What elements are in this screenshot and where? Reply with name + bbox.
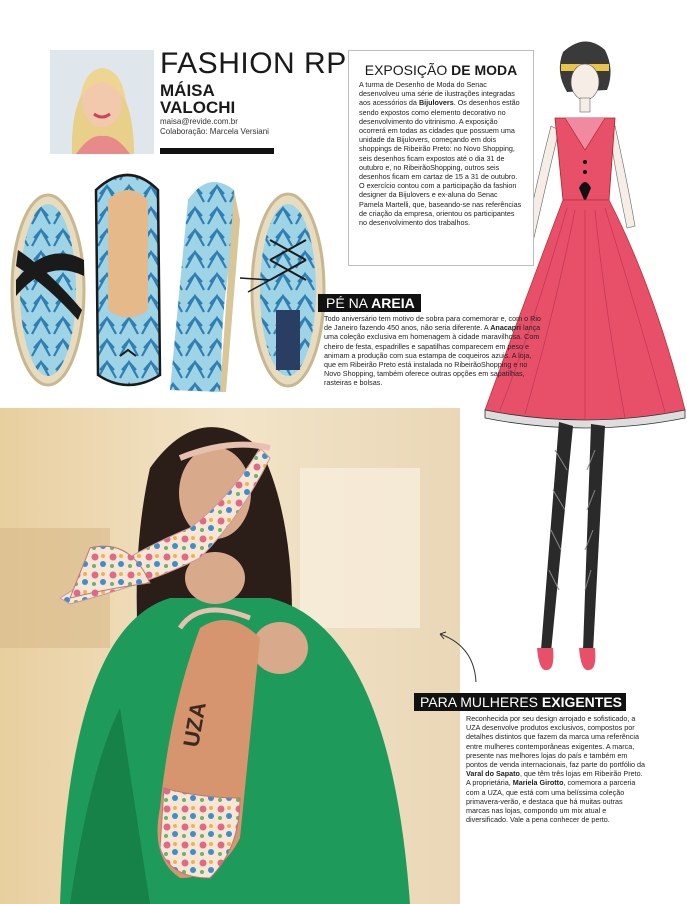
collaboration-credit: Colaboração: Marcela Versiani [160,127,269,136]
column-title: FASHION RP [160,47,347,80]
author-name: MÁISA VALOCHI [160,81,236,117]
author-email[interactable]: maisa@revide.com.br [160,117,238,126]
exposicao-box [348,50,534,266]
para-mulheres-text: Reconhecida por seu design arrojado e sofisticado, a UZA desenvolve produtos exclusivos, compostos por detalhes distintos que fazem da marca uma referência entre mulheres contemporâneas exigentes. A marca, presente nas melhores lojas do país e também em pontos de venda internacionais, faz parte do portfólio da Varal do Sapato, que têm três lojas em Ribeirão Preto. A proprietária, Mariela Girotto, comemora a parceria com a UZA, que está com uma belíssima coleção primavera-verão, e destaca que há muitas outras marcas nas lojas, compondo um mix atual e diversificado. Vale a pena conhecer de perto. [466,714,646,825]
exposicao-text: A turma de Desenho de Moda do Senac desenvolveu uma série de ilustrações integradas aos acessórios da Bijulovers. Os desenhos estão sendo expostos como elemento decorativo no desenvolvimento do vitrinismo. A exposição ocorrerá em todas as cidades que possuem uma unidade da Bijulovers, começando em dois shoppings de Ribeirão Preto: no Novo Shopping, seis desenhos ficam expostos até o dia 31 de outubro e, no RibeirãoShopping, outros seis desenhos ficam em cartaz de 15 a 31 de outubro. O exercício contou com a participação da fashion designer da Bijulovers e ex-aluna do Senac Pamela Martelli, que, baseando-se nas referências de criação da empresa, orientou os participantes no desenvolvimento dos trabalhos. [359,80,522,228]
para-mulheres-title: PARA MULHERES EXIGENTES [414,693,626,711]
anacapri-shoes-photo [8,160,328,400]
uza-brand-label: UZA [178,699,211,749]
author-portrait [50,50,154,154]
exposicao-title: EXPOSIÇÃO DE MODA [364,62,518,78]
header-divider-bar [160,148,274,154]
pe-na-areia-text: Todo aniversário tem motivo de sobra para comemorar e, com o Rio de Janeiro fazendo 450 anos, não seria diferente. A Anacapri lança uma coleção exclusiva em homenagem à cidade maravilhosa. Com cheiro de festa, espadrilles e sapatilhas comparecem em peso e animam a produção com sua estampa de coqueiros azuis. A loja, que em Ribeirão Preto está instalada no RibeirãoShopping e no Novo Shopping, também oferece outras opções em sapatilhas, rasteiras e bolsas. [324,314,541,388]
uza-sandals-photo [0,408,460,904]
pe-na-areia-title: PÉ NA AREIA [318,294,421,312]
pointer-arrow [430,626,480,686]
